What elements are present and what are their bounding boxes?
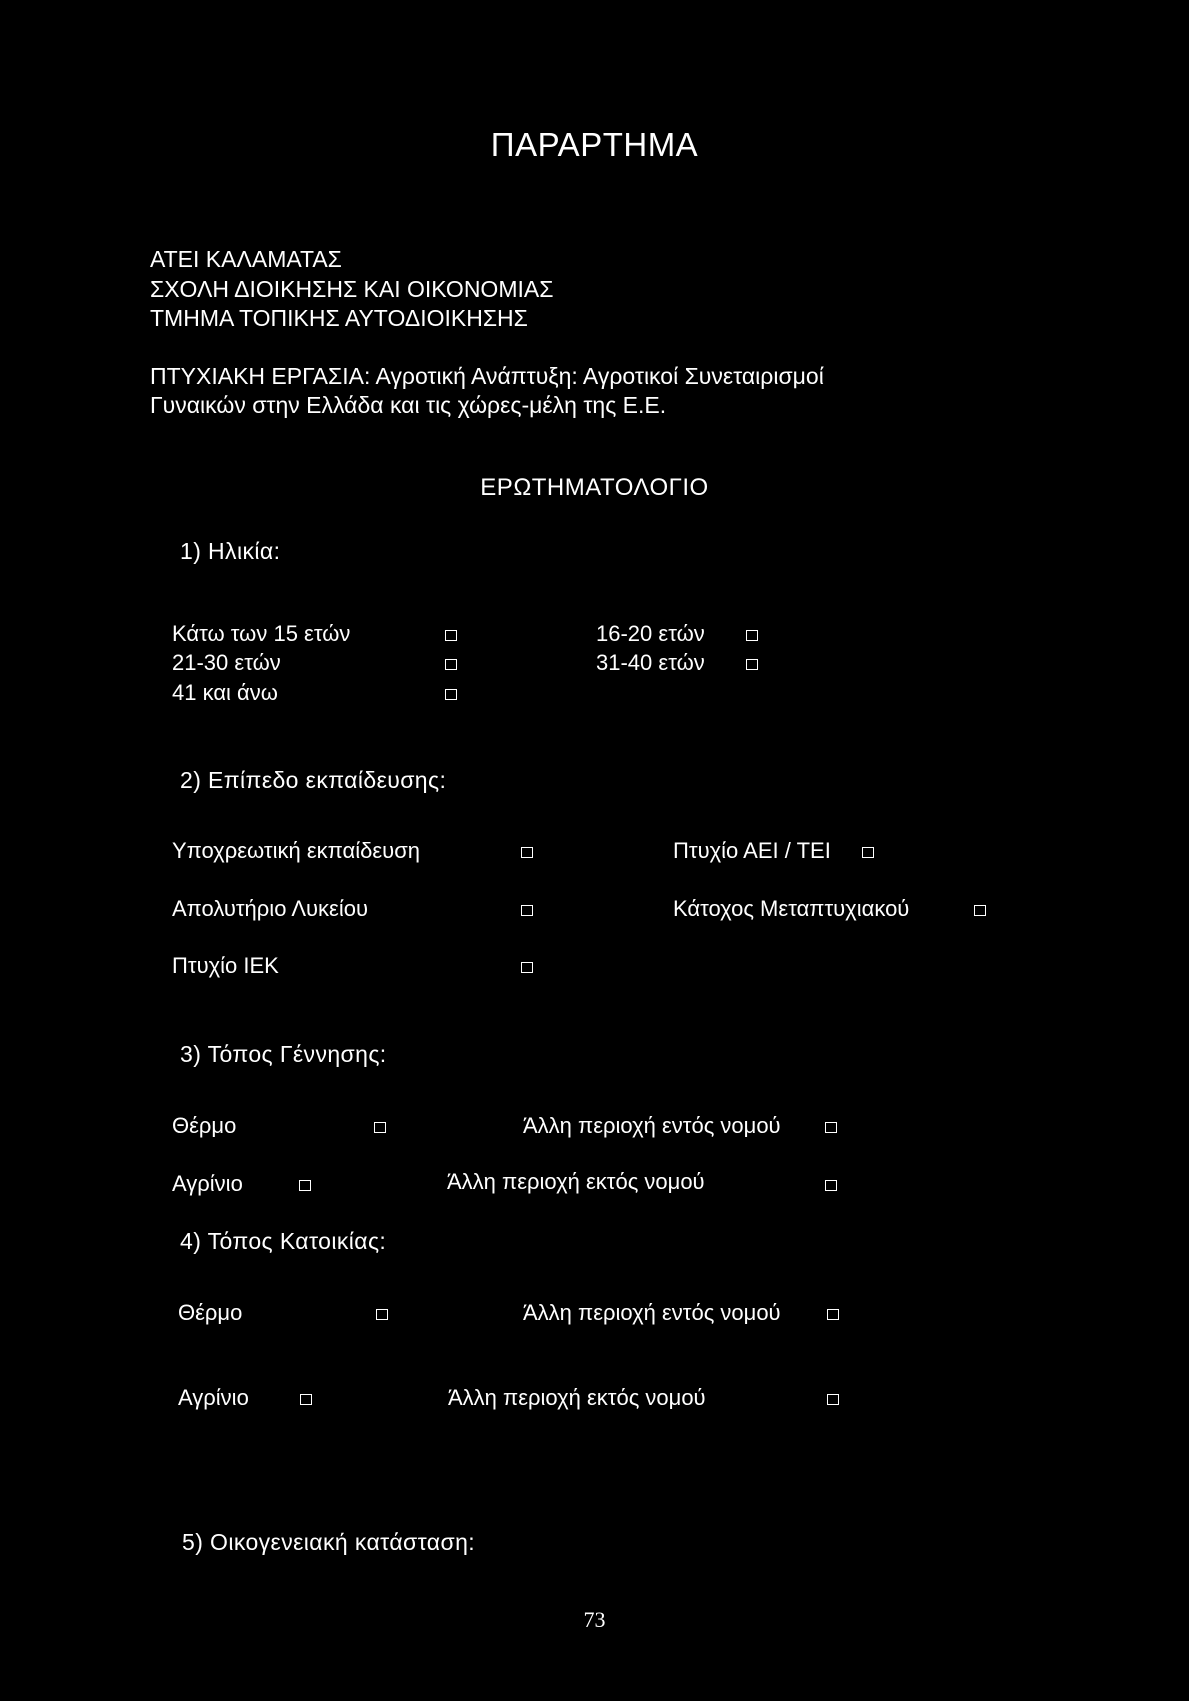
q4-option-label: Θέρμο [178,1300,243,1325]
q1-option-label: 31-40 ετών [596,650,705,675]
q4-option-checkbox[interactable] [300,1394,312,1405]
thesis-title-line-1: ΠΤΥΧΙΑΚΗ ΕΡΓΑΣΙΑ: Αγροτική Ανάπτυξη: Αγροτικοί Συνεταιρισμοί [150,363,824,389]
q3-option-label: Άλλη περιοχή εκτός νομού [447,1169,705,1194]
q2-option-checkbox[interactable] [521,905,533,916]
header-line-department: ΤΜΗΜΑ ΤΟΠΙΚΗΣ ΑΥΤΟΔΙΟΙΚΗΣΗΣ [150,305,528,331]
q4-option-label: Αγρίνιο [178,1385,249,1410]
q3-option-checkbox[interactable] [825,1122,837,1133]
q2-option-label: Υποχρεωτική εκπαίδευση [172,838,421,863]
q2-option-checkbox[interactable] [974,905,986,916]
q1-option-label: 41 και άνω [172,680,278,705]
q3-option-checkbox[interactable] [825,1180,837,1191]
thesis-title-line-2: Γυναικών στην Ελλάδα και τις χώρες-μέλη της Ε.Ε. [150,392,667,418]
q1-option-checkbox[interactable] [445,659,457,670]
q1-option-checkbox[interactable] [445,689,457,700]
header-line-school: ΣΧΟΛΗ ΔΙΟΙΚΗΣΗΣ ΚΑΙ ΟΙΚΟΝΟΜΙΑΣ [150,276,554,302]
q3-option-checkbox[interactable] [299,1180,311,1191]
q1-option-checkbox[interactable] [746,659,758,670]
header-line-institution: ΑΤΕΙ ΚΑΛΑΜΑΤΑΣ [150,246,342,272]
q2-option-checkbox[interactable] [521,847,533,858]
q1-option-checkbox[interactable] [445,630,457,641]
q2-option-checkbox[interactable] [521,962,533,973]
question-3-label: 3) Τόπος Γέννησης: [180,1041,387,1067]
q2-option-label: Πτυχίο ΙΕΚ [172,953,279,978]
q3-option-checkbox[interactable] [374,1122,386,1133]
q3-option-label: Άλλη περιοχή εντός νομού [523,1113,781,1138]
question-5-label: 5) Οικογενειακή κατάσταση: [182,1529,476,1555]
q3-option-label: Αγρίνιο [172,1171,243,1196]
q1-option-label: Κάτω των 15 ετών [172,621,351,646]
page-title: ΠΑΡΑΡΤΗΜΑ [490,126,699,163]
question-4-label: 4) Τόπος Κατοικίας: [180,1228,387,1254]
q4-option-checkbox[interactable] [827,1309,839,1320]
q4-option-label: Άλλη περιοχή εντός νομού [523,1300,781,1325]
q1-option-label: 21-30 ετών [172,650,281,675]
q4-option-checkbox[interactable] [376,1309,388,1320]
questionnaire-title: ΕΡΩΤΗΜΑΤΟΛΟΓΙΟ [480,474,709,501]
q2-option-label: Κάτοχος Μεταπτυχιακού [673,896,910,921]
question-1-label: 1) Ηλικία: [180,538,281,564]
q3-option-label: Θέρμο [172,1113,237,1138]
page-number: 73 [583,1607,606,1632]
q2-option-label: Πτυχίο ΑΕΙ / ΤΕΙ [673,838,831,863]
q4-option-checkbox[interactable] [827,1394,839,1405]
q4-option-label: Άλλη περιοχή εκτός νομού [448,1385,706,1410]
q2-option-label: Απολυτήριο Λυκείου [172,896,369,921]
q1-option-checkbox[interactable] [746,630,758,641]
q2-option-checkbox[interactable] [862,847,874,858]
q1-option-label: 16-20 ετών [596,621,705,646]
question-2-label: 2) Επίπεδο εκπαίδευσης: [180,767,447,793]
